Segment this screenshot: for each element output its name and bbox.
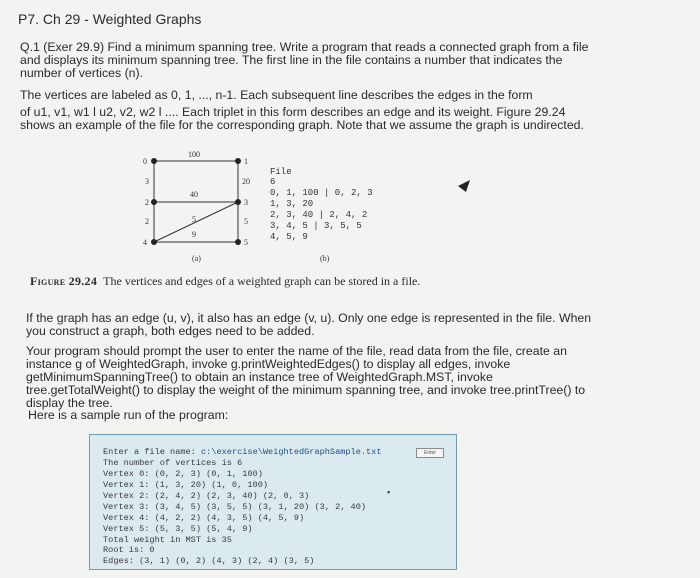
paragraph-line: instance g of WeightedGraph, invoke g.printWeightedEdges() to display all edges, invoke <box>26 357 511 371</box>
graph-label: 2 <box>145 198 149 207</box>
graph-label: 2 <box>145 217 149 226</box>
console-line: Edges: (3, 1) (0, 2) (4, 3) (2, 4) (3, 5) <box>103 556 315 566</box>
figure-sublabel: (a) <box>192 254 201 263</box>
file-line: 0, 1, 100 | 0, 2, 3 <box>270 188 373 198</box>
console-line: Vertex 3: (3, 4, 5) (3, 5, 5) (3, 1, 20) (3, 2, 40) <box>103 502 367 512</box>
paragraph-line: you construct a graph, both edges need to be added. <box>26 324 315 338</box>
console-line: Root is: 0 <box>103 545 155 555</box>
console-line: Vertex 1: (1, 3, 20) (1, 0, 100) <box>103 480 269 490</box>
console-line: Vertex 2: (2, 4, 2) (2, 3, 40) (2, 0, 3) <box>103 491 310 501</box>
paragraph-line: If the graph has an edge (u, v), it also has an edge (v, u). Only one edge is represented in the file. When <box>26 311 592 325</box>
console-input: c:\exercise\WeightedGraphSample.txt <box>201 447 382 457</box>
graph-label: 0 <box>143 157 147 166</box>
enter-key-icon: Enter <box>416 448 444 458</box>
figure-caption-label: Figure 29.24 <box>30 274 98 288</box>
question-line: number of vertices (n). <box>20 66 144 80</box>
file-line: 1, 3, 20 <box>270 199 314 209</box>
graph-label: 1 <box>244 157 248 166</box>
file-line: 6 <box>270 177 276 187</box>
file-title: File <box>270 167 292 177</box>
graph-label: 4 <box>143 238 147 247</box>
console-prompt: Enter a file name: <box>103 447 201 457</box>
console-line: The number of vertices is 6 <box>103 458 243 468</box>
graph-edge <box>154 202 238 242</box>
paragraph-line: Your program should prompt the user to enter the name of the file, read data from the file, create an <box>26 344 567 358</box>
figure-29-24 <box>140 148 500 268</box>
sample-run-console <box>89 434 457 570</box>
file-line: 2, 3, 40 | 2, 4, 2 <box>270 210 368 220</box>
program-paragraph <box>26 345 626 410</box>
figure-sublabel: (b) <box>320 254 330 263</box>
edge-weight-label: 40 <box>190 190 198 199</box>
graph-label: 5 <box>244 238 248 247</box>
graph-vertex <box>235 199 241 205</box>
question-line: Q.1 (Exer 29.9) Find a minimum spanning tree. Write a program that reads a connected graph from a file <box>20 40 589 54</box>
mouse-pointer-icon <box>458 180 470 192</box>
file-line: 3, 4, 5 | 3, 5, 5 <box>270 221 362 231</box>
paragraph-line: of u1, v1, w1 l u2, v2, w2 l .... Each triplet in this form describes an edge and its weight. Figure 29.24 <box>20 105 566 119</box>
graph-label: 5 <box>244 217 248 226</box>
vertices-paragraph <box>20 89 660 132</box>
graph-vertex <box>151 239 157 245</box>
paragraph-line: display the tree. <box>26 396 113 410</box>
graph-vertex <box>151 158 157 164</box>
figure-caption <box>30 274 420 289</box>
paragraph-line: shows an example of the file for the corresponding graph. Note that we assume the graph is undirected. <box>20 118 584 132</box>
paragraph-line: The vertices are labeled as 0, 1, ..., n-1. Each subsequent line describes the edges in the form <box>20 88 533 102</box>
edge-weight-label: 5 <box>192 215 196 224</box>
console-line: Total weight in MST is 35 <box>103 535 232 545</box>
paragraph-line: getMinimumSpanningTree() to obtain an instance tree of WeightedGraph.MST, invoke <box>26 370 493 384</box>
cursor-mark: ▪ <box>387 487 391 497</box>
console-line: Vertex 5: (5, 3, 5) (5, 4, 9) <box>103 524 253 534</box>
graph-vertex <box>235 239 241 245</box>
sample-run-label: Here is a sample run of the program: <box>28 408 229 422</box>
paragraph-line: tree.getTotalWeight() to display the weight of the minimum spanning tree, and invoke tree.printTree() to <box>26 383 586 397</box>
edge-paragraph <box>26 312 626 338</box>
console-prompt-line <box>103 447 382 457</box>
console-line: Vertex 4: (4, 2, 2) (4, 3, 5) (4, 5, 9) <box>103 513 305 523</box>
graph-vertex <box>235 158 241 164</box>
question-line: and displays its minimum spanning tree. The first line in the file contains a number that indicates the <box>20 53 563 67</box>
file-line: 4, 5, 9 <box>270 232 308 242</box>
weighted-graph-figure <box>140 148 500 268</box>
console-line: Vertex 0: (0, 2, 3) (0, 1, 100) <box>103 469 263 479</box>
edge-weight-label: 9 <box>192 230 196 239</box>
graph-label: 20 <box>242 177 250 186</box>
question-text <box>20 41 620 80</box>
edge-weight-label: 100 <box>188 150 200 159</box>
figure-caption-text: The vertices and edges of a weighted graph can be stored in a file. <box>103 274 421 288</box>
graph-vertex <box>151 199 157 205</box>
page-title: P7. Ch 29 - Weighted Graphs <box>18 11 202 27</box>
graph-label: 3 <box>244 198 248 207</box>
graph-label: 3 <box>145 177 149 186</box>
